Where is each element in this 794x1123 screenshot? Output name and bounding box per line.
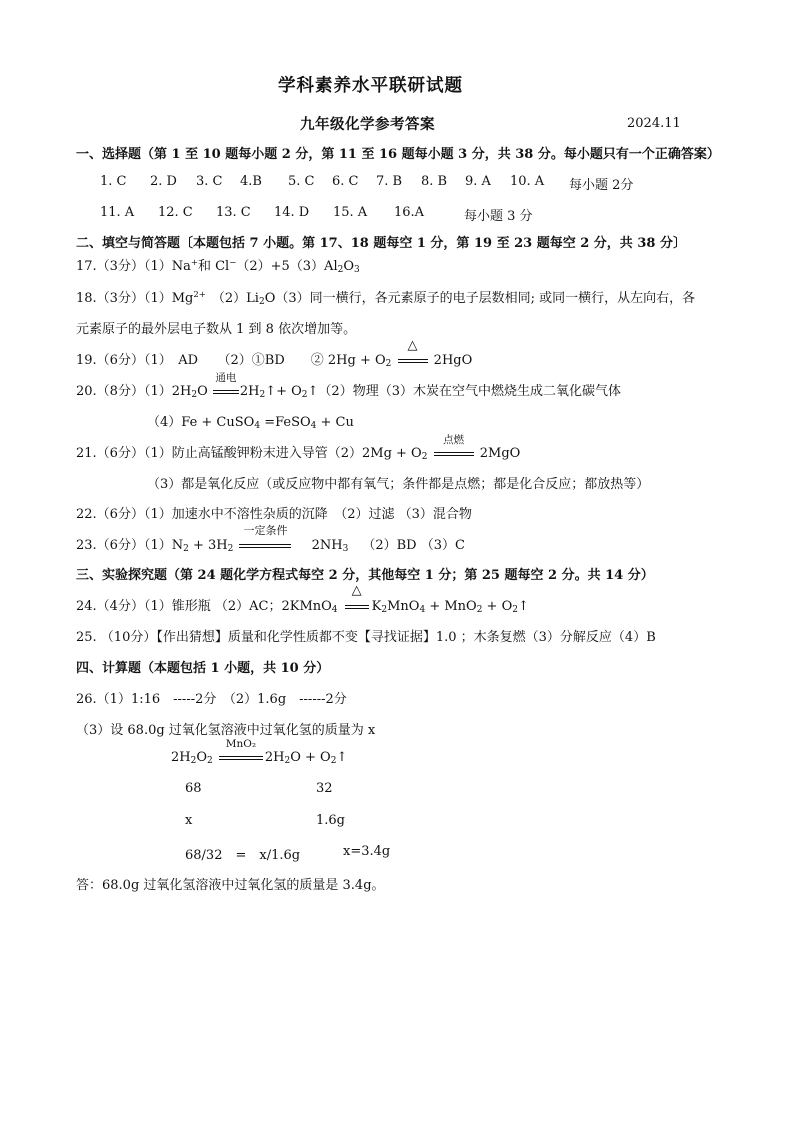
reaction-arrow: △ (342, 599, 372, 614)
answer-item: 7. B (376, 174, 403, 189)
score-note: 每小题 3 分 (464, 209, 533, 224)
reaction-arrow: △ (396, 353, 430, 368)
section-1-heading: 一、选择题（第 1 至 10 题每小题 2 分，第 11 至 16 题每小题 3 分，共 38 分。每小题只有一个正确答案） (76, 147, 720, 162)
calculation-equation: $2H_2O_2$ MnO₂ $2H_2O$ + $O_2↑$ (171, 738, 348, 766)
answer-item: 5. C (288, 174, 315, 189)
answer-item: 9. A (465, 174, 491, 189)
score-note: 每小题 2分 (569, 178, 634, 193)
page-title: 学科素养水平联研试题 (278, 76, 463, 96)
answer-21-line-1: 21.（6分）（1）防止高锰酸钾粉末进入导管$(2)2Mg + O_2$ 点燃 2MgO (76, 434, 521, 462)
section-1-row-2 (100, 205, 660, 223)
answer-26-parts-1-2: 26.（1）1:16 -----2分 （2）1.6g ------2分 (76, 692, 347, 707)
answer-item: 2. D (150, 174, 177, 189)
answer-22: 22.（6分）（1）加速水中不溶性杂质的沉降 （2）过滤 （3）混合物 (76, 507, 472, 522)
proportion: 68/32 = x/1.6g (185, 848, 301, 863)
answer-26-part-3-setup: （3）设 68.0g 过氧化氢溶液中过氧化氢的质量为 x (76, 723, 376, 738)
answer-item: 13. C (216, 205, 251, 220)
section-3-heading: 三、实验探究题（第 24 题化学方程式每空 2 分，其他每空 1 分；第 25 题每空 2 分。共 14 分） (76, 568, 654, 583)
answer-item: 8. B (421, 174, 448, 189)
answer-23: 23.（6分）$(1)N_2 + 3H_2$ 一定条件 $2NH_3$ （2）BD （3）C (76, 524, 465, 554)
answer-20-line-1: 20.（8分）$(1)2H_2O$ 通电 $2H_2↑+$ $O_2↑(2)$物理（3）木炭在空气中燃烧生成二氧化碳气体 (76, 372, 621, 400)
answer-25: 25. （10分）【作出猜想】质量和化学性质都不变【寻找证据】1.0 ；木条复燃（3）分解反应（4）B (76, 630, 656, 645)
section-4-heading: 四、计算题（本题包括 1 小题，共 10 分） (76, 661, 330, 676)
answer-17: 17.（3分）（1）Na+和 $Cl^-(2)+5(3)Al_2O_3$ (76, 258, 360, 275)
answer-item: 6. C (332, 174, 359, 189)
answer-21-line-2: （3）都是氧化反应（或反应物中都有氧气；条件都是点燃；都是化合反应；都放热等） (147, 477, 650, 492)
unknown-mass: x (185, 813, 193, 828)
answer-20-line-2: （4）Fe + CuSO$_4$ =FeSO$_4$ + Cu (147, 415, 354, 431)
mass-ratio-h2o2: 68 (185, 781, 202, 796)
reaction-arrow: 点燃 (432, 446, 476, 461)
answer-18-line-1: 18.（3分）$(1)Mg^{2+}$ $(2)Li_2O(3)$同一横行，各元素原子的电子层数相同; 或同一横行，从左向右，各 (76, 290, 696, 307)
answer-item: 3. C (196, 174, 223, 189)
result: x=3.4g (343, 844, 391, 859)
known-mass: 1.6g (316, 813, 345, 828)
mass-ratio-o2: 32 (316, 781, 333, 796)
answer-18-line-2: 元素原子的最外层电子数从 1 到 8 依次增加等。 (76, 322, 357, 337)
answer-item: 16.A (394, 205, 425, 220)
page-subtitle: 九年级化学参考答案 (300, 116, 435, 133)
answer-item: 12. C (158, 205, 193, 220)
answer-item: 4.B (240, 174, 262, 189)
reaction-arrow: MnO₂ (217, 750, 265, 765)
answer-item: 11. A (100, 205, 135, 220)
answer-item: 1. C (100, 174, 127, 189)
answer-item: 15. A (333, 205, 368, 220)
answer-24: 24.（4分）（1）锥形瓶 （2）AC；2KMnO$_4$ △ $K_2MnO_4 + MnO_2$ + $O_2↑$ (76, 583, 529, 615)
reaction-arrow: 通电 (212, 384, 240, 399)
final-answer: 答：68.0g 过氧化氢溶液中过氧化氢的质量是 3.4g。 (76, 878, 385, 893)
reaction-arrow: 一定条件 (237, 538, 293, 553)
answer-item: 14. D (274, 205, 310, 220)
section-2-heading: 二、填空与简答题〔本题包括 7 小题。第 17、18 题每空 1 分，第 19 至 23 题每空 2 分，共 38 分〕 (76, 236, 686, 251)
section-1-row-1 (100, 174, 660, 192)
answer-19: 19.（6分）（1） AD （2）①BD ② $2Hg + O_2$ △ 2HgO (76, 338, 473, 369)
answer-item: 10. A (510, 174, 545, 189)
document-date: 2024.11 (627, 116, 681, 131)
